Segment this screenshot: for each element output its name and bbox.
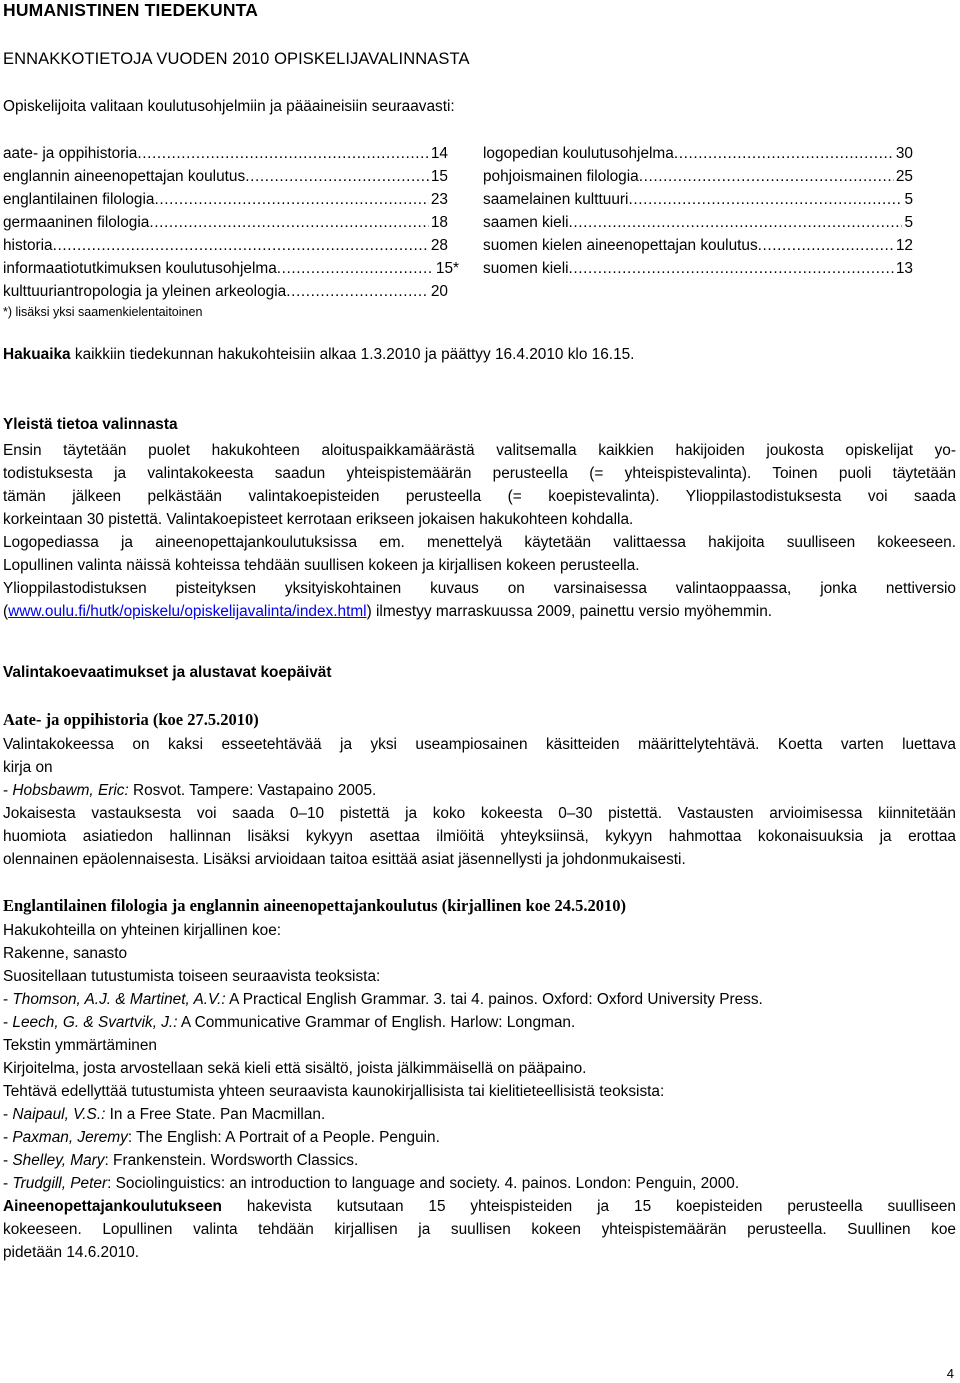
program-name: saamen kieli [483, 214, 569, 231]
program-count: 23 [430, 191, 448, 208]
program-name: saamelainen kulttuuri [483, 191, 629, 208]
book-title: : Frankenstein. Wordsworth Classics. [104, 1152, 359, 1169]
program-row [3, 281, 448, 303]
leader-dots [639, 166, 894, 188]
text-line: olennainen epäolennaisesta. Lisäksi arvioidaan taitoa esittää asiat jäsennellysti ja johdonmukaisesti. [3, 851, 686, 868]
program-row [3, 212, 448, 234]
program-name: germaaninen filologia [3, 214, 150, 231]
text-line: Tehtävä edellyttää tutustumista yhteen seuraavista kaunokirjallisista tai kielitieteellisistä teoksista: [3, 1083, 665, 1100]
book-line: - Trudgill, Peter: Sociolinguistics: an introduction to language and society. 4. painos. London: Penguin, 2000. [3, 1175, 740, 1192]
program-name: historia [3, 237, 53, 254]
book-author: Trudgill, Peter [12, 1175, 108, 1192]
text-line: Ensin täytetään puolet hakukohteen aloituspaikkamäärästä valitsemalla kaikkien hakijoiden joukosta opiskelijat yo- [3, 442, 956, 459]
program-count: 13 [895, 260, 913, 277]
program-count: 25 [895, 168, 913, 185]
text-line: Jokaisesta vastauksesta voi saada 0–10 pistettä ja koko kokeesta 0–30 pistettä. Vastausten arvioimisessa kiinnitetään [3, 805, 956, 822]
text-line: Logopediassa ja aineenopettajankoulutuksissa em. menettelyä käytetään valittaessa hakijoita suulliseen kokeeseen. [3, 534, 956, 551]
book-author: Hobsbawm, Eric: [12, 782, 129, 799]
text-line: Suositellaan tutustumista toiseen seuraavista teoksista: [3, 968, 381, 985]
text-line: Rakenne, sanasto [3, 945, 128, 962]
leader-dots [277, 258, 434, 280]
program-row [483, 235, 913, 257]
general-info-heading: Yleistä tietoa valinnasta [3, 416, 178, 433]
program-name: aate- ja oppihistoria [3, 145, 138, 162]
program-row [483, 189, 913, 211]
program-count: 28 [430, 237, 448, 254]
leader-dots [53, 235, 429, 257]
program-count: 30 [895, 145, 913, 162]
text-line: korkeintaan 30 pistettä. Valintakoepisteet kerrotaan erikseen jokaisen hakukohteen kohdalla. [3, 511, 634, 528]
leader-dots [758, 235, 894, 257]
program-row [3, 189, 448, 211]
program-count: 15* [435, 260, 459, 277]
book-author: Leech, G. & Svartvik, J.: [12, 1014, 178, 1031]
teacher-training-label: Aineenopettajankoulutukseen [3, 1198, 222, 1215]
book-author: Shelley, Mary [12, 1152, 105, 1169]
book-line: - Thomson, A.J. & Martinet, A.V.: A Practical English Grammar. 3. tai 4. painos. Oxford: Oxford University Press. [3, 991, 763, 1008]
leader-dots [286, 281, 429, 303]
program-row [3, 166, 448, 188]
leader-dots [245, 166, 429, 188]
program-count: 20 [430, 283, 448, 300]
application-period-text: kaikkiin tiedekunnan hakukohteisiin alkaa 1.3.2010 ja päättyy 16.4.2010 klo 16.15. [74, 346, 635, 363]
program-name: informaatiotutkimuksen koulutusohjelma [3, 260, 277, 277]
book-title: In a Free State. Pan Macmillan. [105, 1106, 326, 1123]
text-line: Tekstin ymmärtäminen [3, 1037, 157, 1054]
book-title: : The English: A Portrait of a People. Penguin. [127, 1129, 440, 1146]
text-line: todistuksesta ja valintakokeesta saadun yhteispistemäärän perusteella (= yhteispistevalinta). Toinen puoli täytetään [3, 465, 956, 482]
footnote: *) lisäksi yksi saamenkielentaitoinen [3, 305, 203, 319]
book-line [3, 779, 956, 802]
text-line: Hakukohteilla on yhteinen kirjallinen koe: [3, 922, 282, 939]
text-line: Kirjoitelma, josta arvostellaan sekä kieli että sisältö, joista jälkimmäisellä on pääpaino. [3, 1060, 587, 1077]
text-fragment: hakevista kutsutaan 15 yhteispisteiden ja 15 koepisteiden perusteella suulliseen [221, 1198, 956, 1215]
application-period [3, 346, 634, 364]
book-author: Naipaul, V.S.: [12, 1106, 106, 1123]
text-fragment: ) ilmestyy marraskuussa 2009, painettu versio myöhemmin. [366, 603, 773, 620]
program-count: 12 [895, 237, 913, 254]
paren: ( [3, 603, 9, 620]
program-count: 18 [430, 214, 448, 231]
program-name: logopedian koulutusohjelma [483, 145, 674, 162]
leader-dots [154, 189, 428, 211]
program-name: englantilainen filologia [3, 191, 155, 208]
program-row [483, 212, 913, 234]
english-text [3, 919, 956, 1264]
text-line: kokeeseen. Lopullinen valinta tehdään kirjallisen ja suullisen kokeen yhteispistemäärän perusteella. Suullinen koe [3, 1221, 956, 1238]
text-line: pidetään 14.6.2010. [3, 1244, 140, 1261]
program-name: suomen kieli [483, 260, 569, 277]
text-line: tämän jälkeen pelkästään valintakoepisteiden perusteella (= koepistevalinta). Ylioppilastodistuksesta voi saada [3, 488, 956, 505]
general-info-text [3, 439, 956, 623]
text-line: huomiota asiatiedon hallinnan lisäksi kykyyn asettaa ilmiöitä yhteyksiinsä, kykyyn hahmottaa kokonaisuuksia ja erottaa [3, 828, 956, 845]
dash: - [3, 782, 13, 799]
text-line: Valintakokeessa on kaksi esseetehtävää ja yksi useampiosainen käsitteiden määrittelytehtävä. Koetta varten luettava [3, 736, 956, 753]
text-line [3, 1195, 956, 1218]
book-title: A Communicative Grammar of English. Harlow: Longman. [177, 1014, 576, 1031]
text-line: Ylioppilastodistuksen pisteityksen yksityiskohtainen kuvaus on varsinaisessa valintaoppaassa, jonka nettiversio [3, 580, 956, 597]
leader-dots [137, 143, 429, 165]
program-row [3, 258, 459, 280]
book-author: Paxman, Jeremy [12, 1129, 128, 1146]
leader-dots [569, 258, 894, 280]
program-row [483, 166, 913, 188]
text-line: Lopullinen valinta näissä kohteissa tehdään suullisen kokeen ja kirjallisen kokeen perusteella. [3, 557, 640, 574]
program-row [483, 258, 913, 280]
guide-link[interactable]: www.oulu.fi/hutk/opiskelu/opiskelijavalinta/index.html [8, 603, 367, 620]
page-number: 4 [946, 1366, 954, 1381]
program-row [483, 143, 913, 165]
program-count: 15 [430, 168, 448, 185]
document-subtitle: ENNAKKOTIETOJA VUODEN 2010 OPISKELIJAVALINNASTA [3, 50, 470, 68]
text-line: kirja on [3, 759, 53, 776]
program-name: suomen kielen aineenopettajan koulutus [483, 237, 758, 254]
program-row [3, 235, 448, 257]
aate-heading: Aate- ja oppihistoria (koe 27.5.2010) [3, 710, 259, 729]
book-line: - Shelley, Mary: Frankenstein. Wordsworth Classics. [3, 1152, 359, 1169]
book-line: - Naipaul, V.S.: In a Free State. Pan Macmillan. [3, 1106, 326, 1123]
program-count: 14 [430, 145, 448, 162]
leader-dots [674, 143, 894, 165]
book-title: : Sociolinguistics: an introduction to language and society. 4. painos. London: Penguin, 2000. [107, 1175, 740, 1192]
aate-text [3, 733, 956, 871]
program-count: 5 [904, 214, 913, 231]
program-name: englannin aineenopettajan koulutus [3, 168, 246, 185]
book-title: A Practical English Grammar. 3. tai 4. painos. Oxford: Oxford University Press. [225, 991, 763, 1008]
program-name: kulttuuriantropologia ja yleinen arkeologia [3, 283, 287, 300]
faculty-title: HUMANISTINEN TIEDEKUNTA [3, 0, 259, 20]
book-line: - Leech, G. & Svartvik, J.: A Communicative Grammar of English. Harlow: Longman. [3, 1014, 576, 1031]
leader-dots [628, 189, 902, 211]
text-line [3, 600, 956, 623]
book-title: Rosvot. Tampere: Vastapaino 2005. [128, 782, 377, 799]
english-heading: Englantilainen filologia ja englannin aineenopettajankoulutus (kirjallinen koe 24.5.2010) [3, 896, 626, 915]
book-line: - Paxman, Jeremy: The English: A Portrait of a People. Penguin. [3, 1129, 440, 1146]
intro-text: Opiskelijoita valitaan koulutusohjelmiin ja pääaineisiin seuraavasti: [3, 98, 455, 115]
application-period-label: Hakuaika [3, 346, 71, 363]
program-row [3, 143, 448, 165]
leader-dots [569, 212, 903, 234]
requirements-heading: Valintakoevaatimukset ja alustavat koepäivät [3, 664, 332, 681]
leader-dots [149, 212, 429, 234]
program-name: pohjoismainen filologia [483, 168, 639, 185]
program-count: 5 [904, 191, 913, 208]
book-author: Thomson, A.J. & Martinet, A.V.: [12, 991, 226, 1008]
